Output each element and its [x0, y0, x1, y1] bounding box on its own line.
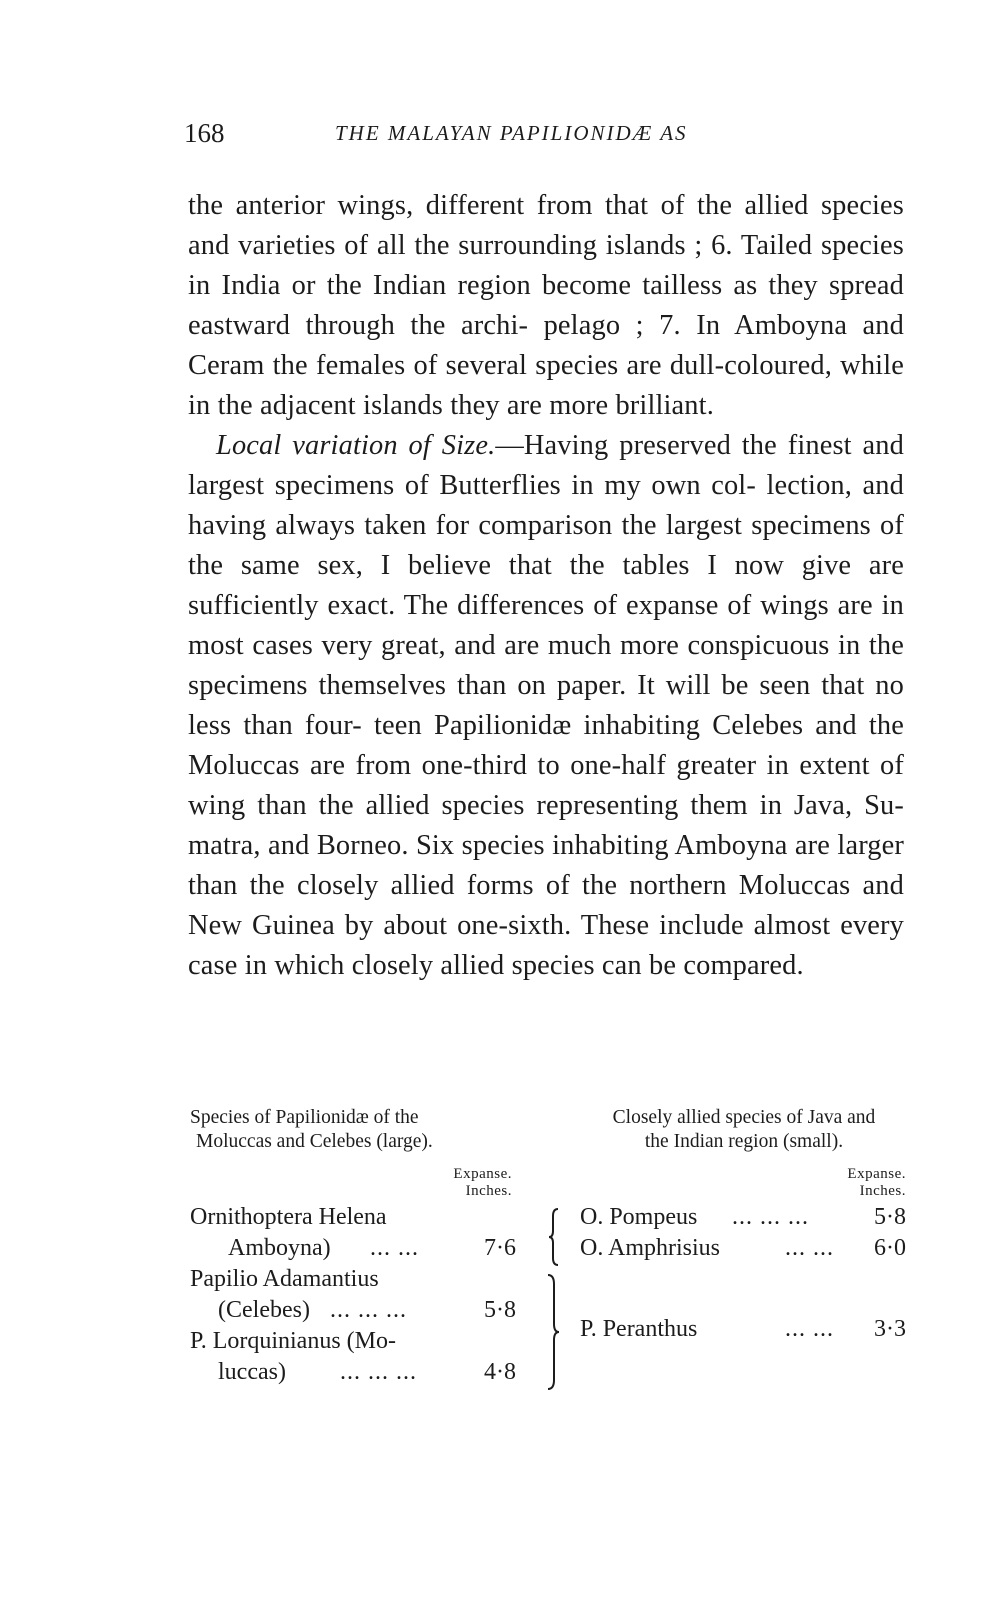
- brace-icon: [544, 1272, 564, 1392]
- left-unit-label: Expanse. Inches.: [453, 1166, 512, 1199]
- right-column-heading: Closely allied species of Java and the Indian region (small).: [612, 1107, 876, 1152]
- table-row: Papilio Adamantius (Celebes) ... ... ... 5·8: [190, 1266, 516, 1323]
- table-row: P. Peranthus ... ... 3·3: [580, 1316, 906, 1342]
- running-title: THE MALAYAN PAPILIONIDÆ AS: [335, 121, 688, 145]
- paragraph-text: —Having preserved the finest and largest specimens of Butterflies in my own col- lection, and having always taken for comparison the largest specimens of the same sex, I believe that the tables I now give are sufficiently exact. The differences of expanse of wings are in most cases very great, and are much more conspicuous in the specimens themselves than on paper. It will be seen that no less than four- teen Papilionidæ inhabiting Celebes and the Moluccas are from one-third to one-half greater in extent of wing than the allied species representing them in Java, Su- matra, and Borneo. Six species inhabiting Amboyna are larger than the closely allied forms of the northern Moluccas and New Guinea by about one-sixth. These include almost every case in which closely allied species can be compared.: [188, 430, 904, 981]
- body-text: [188, 186, 904, 986]
- table-row: Ornithoptera Helena Amboyna) ... ... 7·6: [190, 1204, 516, 1261]
- paragraph: [188, 426, 904, 986]
- right-unit-label: Expanse. Inches.: [847, 1166, 906, 1199]
- table-row: O. Pompeus ... ... ... 5·8: [580, 1204, 906, 1230]
- page-number: 168: [184, 118, 225, 148]
- table-row: O. Amphrisius ... ... 6·0: [580, 1235, 906, 1261]
- page-header: [0, 118, 1000, 154]
- table-row: P. Lorquinianus (Mo- luccas) ... ... ... 4·8: [190, 1328, 516, 1385]
- size-comparison-table: [190, 1106, 910, 1396]
- brace-icon: [544, 1206, 564, 1268]
- section-heading: Local variation of Size.: [216, 430, 496, 461]
- left-column-heading: Species of Papilionidæ of the Moluccas and Celebes (large).: [190, 1107, 433, 1152]
- paragraph: the anterior wings, different from that of the allied species and varieties of all the surrounding islands ; 6. Tailed species in India or the Indian region become tailless as they spread eastward through the archi- pelago ; 7. In Amboyna and Ceram the females of several species are dull-coloured, while in the adjacent islands they are more brilliant.: [188, 190, 904, 421]
